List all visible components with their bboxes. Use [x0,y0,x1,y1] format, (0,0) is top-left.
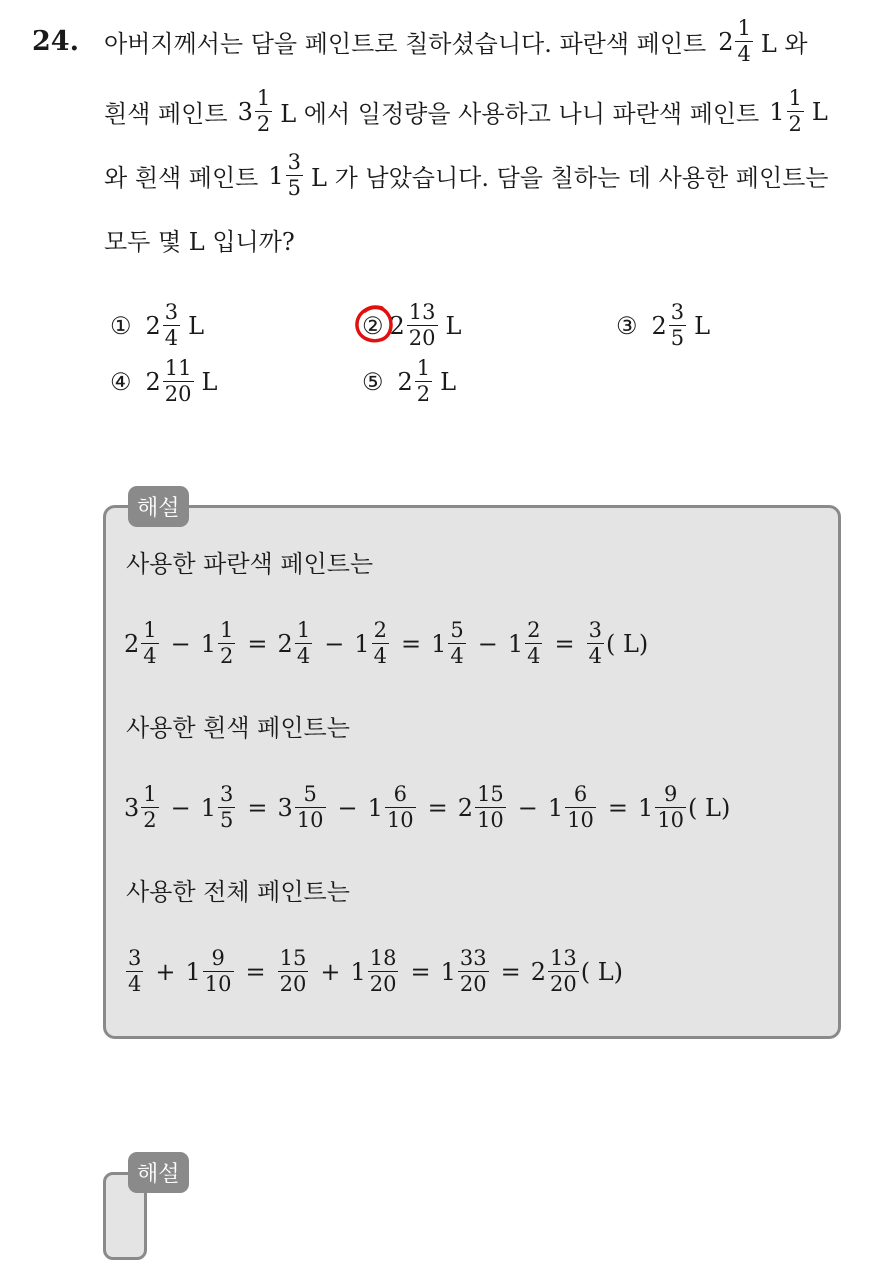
fraction [141,620,158,667]
denominator: 2 [143,808,157,832]
denominator: 4 [737,42,751,66]
denominator: 4 [164,326,179,350]
choice-1[interactable] [110,302,204,349]
operator: = [247,793,268,822]
mixed-whole: 1 [507,629,524,658]
numerator: 6 [393,782,407,806]
fraction [587,620,604,667]
numerator: 1 [737,16,751,40]
solution-tab-2: 해설 [128,1152,189,1193]
numerator: 18 [369,946,397,970]
numerator: 9 [663,782,678,806]
solution-line-total: 사용한 전체 페인트는 [126,878,350,906]
numerator: 3 [128,946,142,970]
numerator: 11 [164,356,192,380]
denominator: 4 [588,644,602,668]
mixed-whole: 2 [530,957,546,986]
denominator: 4 [296,644,311,668]
fraction [163,358,194,405]
fraction [669,302,686,349]
numerator: 13 [408,300,436,324]
denominator: 2 [416,382,431,406]
operator: + [320,957,341,986]
fraction [203,948,234,995]
mixed-whole: 1 [350,957,366,986]
denominator: 5 [220,808,234,832]
mixed-whole: 1 [354,629,370,658]
numerator: 1 [296,618,311,642]
mixed-whole: 1 [440,957,456,986]
question-line-2 [104,88,828,135]
numerator: 1 [143,618,157,642]
denominator: 10 [296,808,324,832]
denominator: 4 [373,644,387,668]
unit: L [201,367,218,396]
denominator: 20 [408,326,436,350]
denominator: 2 [788,112,802,136]
fraction [735,18,752,65]
denominator: 10 [204,972,232,996]
unit: L [445,311,462,340]
question-text: 아버지께서는 담을 페인트로 칠하셨습니다. 파란색 페인트 [104,30,707,58]
denominator: 10 [567,808,594,832]
mixed-whole: 2 [651,311,667,340]
operator: − [517,793,538,822]
denominator: 4 [527,644,541,668]
fraction [372,620,389,667]
question-line-4 [104,222,295,257]
numerator: 3 [287,150,302,174]
question-text: 모두 몇 L 입니까? [104,228,295,256]
denominator: 2 [220,644,234,668]
numerator: 6 [573,782,588,806]
numerator: 1 [788,86,802,110]
operator: = [400,629,422,658]
mixed-whole: 2 [389,311,405,340]
denominator: 4 [450,644,464,668]
denominator: 10 [477,808,504,832]
question-text: 흰색 페인트 [104,100,228,128]
fraction [448,620,465,667]
choice-mark: ⑤ [362,367,384,396]
fraction [255,88,272,135]
question-text: L [811,97,828,126]
fraction [655,784,686,831]
mixed-whole: 1 [638,793,654,822]
operator: − [324,629,345,658]
denominator: 10 [657,808,685,832]
operator: = [245,957,266,986]
numerator: 13 [549,946,577,970]
denominator: 20 [549,972,577,996]
mixed-whole: 3 [277,793,293,822]
fraction [475,784,506,831]
numerator: 3 [588,618,602,642]
fraction [525,620,542,667]
answer-circle-mark [352,302,396,346]
fraction [295,620,312,667]
numerator: 1 [220,618,234,642]
mixed-whole: 1 [200,629,217,658]
choice-mark: ① [110,311,132,340]
question-text: L 가 남았습니다. 담을 칠하는 데 사용한 페인트는 [311,164,829,192]
question-text: L 에서 일정량을 사용하고 나니 파란색 페인트 [280,100,760,128]
equation-white [124,784,730,831]
operator: − [170,629,191,658]
denominator: 10 [386,808,414,832]
question-line-1 [104,18,808,65]
denominator: 5 [287,176,302,200]
mixed-whole: 1 [200,793,217,822]
denominator: 2 [256,112,271,136]
fraction [407,302,438,349]
fraction [295,784,326,831]
solution-line-white: 사용한 흰색 페인트는 [126,714,350,742]
numerator: 5 [450,618,464,642]
denominator: 20 [459,972,487,996]
denominator: 4 [128,972,142,996]
mixed-whole: 1 [268,161,284,190]
equation-blue [124,620,648,667]
denominator: 4 [143,644,157,668]
mixed-whole: 2 [277,629,293,658]
choice-mark: ③ [616,311,638,340]
operator: = [427,793,448,822]
mixed-whole: 1 [367,793,383,822]
mixed-whole: 2 [397,367,413,396]
fraction [286,152,303,199]
fraction [385,784,416,831]
fraction [163,302,180,349]
mixed-whole: 2 [124,629,140,658]
choice-mark: ② [362,311,384,340]
fraction [415,358,432,405]
mixed-whole: 1 [547,793,564,822]
mixed-whole: 1 [185,957,201,986]
unit: ( L) [688,793,731,822]
operator: = [554,629,575,658]
denominator: 5 [670,326,685,350]
fraction [548,948,579,995]
numerator: 1 [256,86,271,110]
mixed-whole: 2 [145,311,161,340]
unit: L [440,367,457,396]
mixed-whole: 1 [431,629,447,658]
fraction [126,948,143,995]
unit: ( L) [580,957,624,986]
fraction [218,784,235,831]
mixed-whole: 1 [769,97,785,126]
denominator: 20 [369,972,397,996]
equation-total [124,948,623,995]
choice-mark: ④ [110,367,132,396]
fraction [141,784,158,831]
mixed-whole: 3 [124,793,140,822]
denominator: 20 [279,972,307,996]
mixed-whole: 2 [457,793,474,822]
denominator: 20 [164,382,192,406]
unit: L [694,311,711,340]
fraction [787,88,804,135]
question-text: 와 흰색 페인트 [104,164,259,192]
question-line-3 [104,152,829,199]
unit: L [188,311,205,340]
solution-tab: 해설 [128,486,189,527]
numerator: 3 [670,300,685,324]
operator: − [477,629,498,658]
numerator: 9 [211,946,225,970]
numerator: 3 [220,782,234,806]
fraction [278,948,309,995]
numerator: 3 [164,300,179,324]
numerator: 2 [373,618,387,642]
fraction [565,784,596,831]
operator: − [337,793,358,822]
operator: = [247,629,268,658]
numerator: 5 [303,782,317,806]
fraction [218,620,235,667]
operator: − [170,793,191,822]
fraction [368,948,399,995]
numerator: 15 [477,782,504,806]
mixed-whole: 2 [145,367,161,396]
numerator: 15 [279,946,307,970]
choice-4[interactable] [110,358,217,405]
operator: = [410,957,431,986]
mixed-whole: 2 [718,27,734,56]
operator: = [607,793,629,822]
numerator: 1 [143,782,157,806]
operator: = [500,957,521,986]
question-number: 24. [32,26,79,57]
numerator: 2 [527,618,541,642]
question-text: L 와 [760,30,808,58]
choice-3[interactable] [616,302,710,349]
operator: + [155,957,176,986]
unit: ( L) [605,629,649,658]
numerator: 1 [416,356,431,380]
numerator: 33 [459,946,487,970]
choice-5[interactable] [362,358,456,405]
mixed-whole: 3 [237,97,253,126]
fraction [458,948,489,995]
solution-line-blue: 사용한 파란색 페인트는 [126,550,374,578]
